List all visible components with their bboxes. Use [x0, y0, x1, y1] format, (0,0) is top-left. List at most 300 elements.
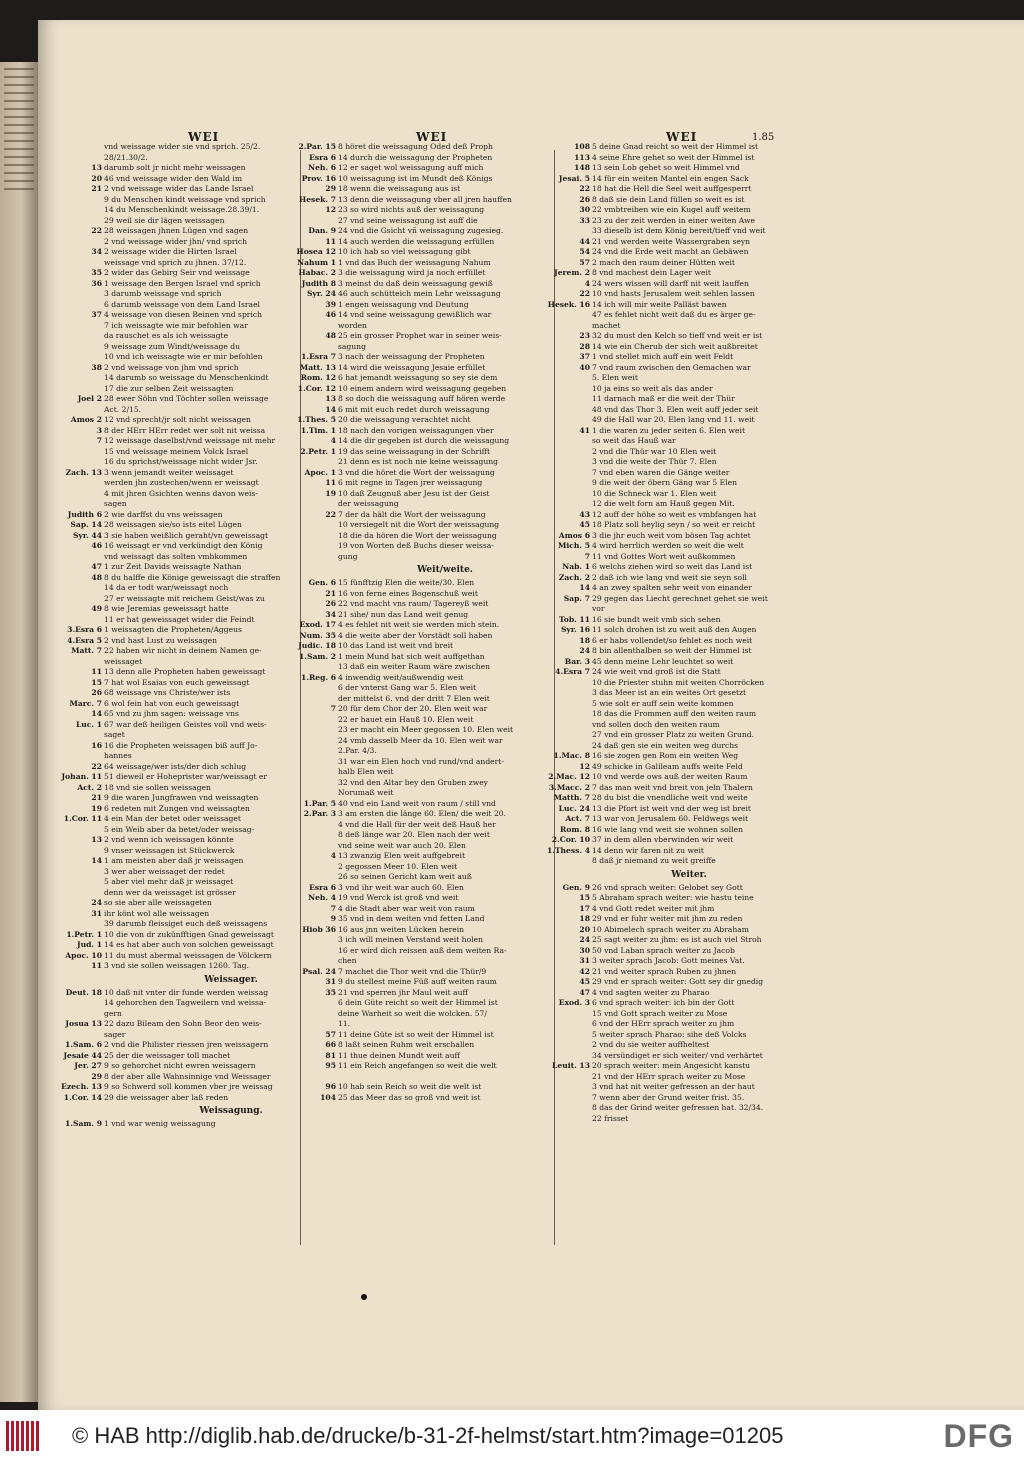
concordance-entry: [546, 321, 786, 332]
entry-text: 13 die Pfort ist weit vnd der weg ist breit: [592, 803, 751, 813]
concordance-entry: [292, 405, 552, 416]
verse-reference: 34: [91, 247, 102, 256]
verse-reference: 11: [91, 667, 102, 676]
entry-text: 18 wenn die weissagung aus ist: [338, 184, 461, 193]
entry-text: werden jhn zustechen/wenn er weissagt: [104, 478, 259, 487]
entry-text: 48 vnd das Thor 3. Elen weit auff jeder seit: [592, 404, 759, 414]
concordance-entry: [546, 373, 786, 384]
entry-text: 28 weissagen jhnen Lügen vnd sagen: [104, 226, 249, 235]
verse-reference: 14: [91, 856, 102, 865]
entry-text: 2 daß ich wie lang vnd weit sie seyn soll: [592, 572, 747, 582]
entry-text: 3 ich will meinen Verstand weit holen: [338, 935, 483, 944]
verse-reference: 4.Esra 5: [67, 635, 102, 645]
entry-text: 3 weiter sprach Jacob: Gott meines Vat.: [592, 956, 745, 965]
concordance-entry: [292, 352, 552, 363]
entry-text: 3 am ersten die länge 60. Elen/ die weit 20.: [338, 809, 507, 818]
entry-text: 45 denn meine Lehr leuchtet so weit: [592, 656, 734, 666]
entry-text: 24 vnd die Gsicht vñ weissagung zugesieg.: [338, 226, 504, 235]
entry-text: 7 wenn aber der Grund weiter frist. 35.: [592, 1092, 745, 1102]
concordance-entry: [292, 489, 552, 500]
concordance-entry: [546, 237, 786, 248]
concordance-entry: [292, 809, 552, 820]
concordance-entry: [546, 300, 786, 311]
concordance-entry: [546, 1103, 786, 1114]
verse-reference: 148: [574, 163, 590, 172]
verse-reference: 22: [325, 509, 336, 519]
concordance-entry: [292, 1082, 552, 1093]
entry-text: 28/21.30/2.: [104, 152, 148, 162]
verse-reference: Leuit. 13: [552, 1061, 590, 1070]
entry-text: 6 darumb weissage von dem Land Israel: [104, 299, 260, 309]
concordance-entry: [546, 1019, 786, 1030]
entry-text: 1 die waren zu jeder seiten 6. Elen weit: [592, 425, 746, 435]
verse-reference: 1.Mac. 8: [553, 751, 590, 760]
verse-reference: Hiob 36: [302, 924, 336, 934]
concordance-entry: [292, 531, 552, 542]
concordance-entry: [292, 610, 552, 621]
verse-reference: Nab. 1: [562, 562, 590, 571]
verse-reference: 24: [579, 935, 590, 944]
concordance-entry: [292, 652, 552, 663]
entry-text: 64 weissage/wer ists/der dich schlug: [104, 761, 247, 771]
entry-text: vnd sollen doch den weiten raum: [592, 719, 720, 729]
entry-text: 24 vnd die Erde weit macht an Gebäwen: [592, 247, 749, 256]
entry-text: 16 sie zogen gen Rom ein weiten Weg: [592, 751, 739, 760]
entry-text: 12 die welt forn am Hauß gegen Mit.: [592, 499, 735, 508]
concordance-entry: [546, 741, 786, 752]
concordance-entry: [292, 373, 552, 384]
entry-text: 3 das Meer ist an ein weites Ort gesetzt: [592, 688, 747, 697]
verse-reference: 2.Mac. 12: [548, 772, 590, 781]
concordance-entry: [292, 946, 552, 957]
verse-reference: Act. 2: [77, 782, 102, 792]
entry-text: saget: [104, 730, 125, 739]
concordance-entry: [546, 846, 786, 857]
concordance-entry: [546, 205, 786, 216]
verse-reference: 26: [579, 194, 590, 204]
verse-reference: Judith 6: [67, 509, 102, 519]
entry-text: 11 vnd Gottes Wort weit außkommen: [592, 551, 736, 561]
concordance-entry: [546, 405, 786, 416]
entry-text: sagung: [338, 341, 366, 351]
verse-reference: 22: [91, 226, 102, 235]
entry-text: 24 wers wissen will darff nit weit lauffen: [592, 278, 749, 288]
verse-reference: Ezech. 13: [61, 1082, 102, 1091]
verse-reference: 38: [91, 362, 102, 372]
concordance-entry: [546, 967, 786, 978]
verse-reference: 1.Cor. 11: [63, 814, 102, 823]
verse-reference: 14: [579, 583, 590, 592]
entry-text: 14 durch die weissagung der Propheten: [338, 152, 493, 162]
verse-reference: 1.Esra 7: [301, 352, 336, 361]
entry-text: 11 du must abermal weissagen de Völckern: [104, 950, 272, 960]
entry-text: 13 denn alle Propheten haben geweissagt: [104, 667, 266, 676]
concordance-entry: [292, 258, 552, 269]
entry-text: 2 vnd hast Lust zu weissagen: [104, 635, 218, 645]
entry-text: 2 mach den raum deiner Hütten weit: [592, 257, 735, 267]
concordance-entry: [546, 783, 786, 794]
entry-text: 5 ein Weib aber da betet/oder weissag-: [104, 824, 255, 834]
concordance-entry: [292, 174, 552, 185]
concordance-entry: [546, 657, 786, 668]
entry-text: der weissagung: [338, 499, 399, 508]
verse-reference: Amos 6: [558, 530, 590, 540]
entry-text: 25 der die weissager toll machet: [104, 1050, 231, 1060]
verse-reference: 45: [579, 977, 590, 986]
entry-text: 2 vnd du sie weiter auffheltest: [592, 1040, 710, 1049]
concordance-entry: [546, 426, 786, 437]
verse-reference: Neh. 4: [308, 893, 336, 902]
entry-text: sagen: [104, 499, 127, 508]
concordance-entry: [546, 1114, 786, 1125]
concordance-entry: [292, 247, 552, 258]
ink-dot: [361, 1294, 367, 1300]
entry-text: 10 vnd ich weissagte wie er mir befohlen: [104, 352, 263, 361]
verse-reference: 48: [325, 331, 336, 340]
entry-text: 32 vnd den Altar bey den Gruben zwey: [338, 777, 488, 787]
entry-text: 34 versündiget er sich weiter/ vnd verhärtet: [592, 1050, 763, 1060]
concordance-entry: [546, 573, 786, 584]
entry-text: vor: [592, 604, 605, 613]
entry-text: 49 schicke in Galileam auffs weite Feld: [592, 761, 743, 771]
concordance-entry: [292, 841, 552, 852]
concordance-entry: [546, 604, 786, 615]
verse-reference: 96: [325, 1082, 336, 1091]
entry-text: 1 am meisten aber daß jr weissagen: [104, 856, 244, 865]
concordance-entry: [292, 153, 552, 164]
concordance-entry: [58, 1119, 358, 1130]
entry-text: 8 daß sie dein Land füllen so weit es ist: [592, 194, 745, 204]
verse-reference: 41: [579, 425, 590, 435]
entry-text: 28 ewer Söhn vnd Töchter sollen weissage: [104, 394, 269, 403]
concordance-column-2: [292, 142, 552, 1103]
verse-reference: 104: [320, 1092, 336, 1102]
concordance-entry: [546, 904, 786, 915]
verse-reference: Hesek. 7: [299, 194, 336, 204]
concordance-entry: [292, 384, 552, 395]
entry-text: 26 vnd sprach weiter: Gelobet sey Gott: [592, 882, 743, 892]
concordance-entry: [546, 625, 786, 636]
verse-reference: 15: [91, 677, 102, 687]
verse-reference: Judic. 18: [298, 641, 336, 650]
concordance-entry: [292, 342, 552, 353]
concordance-entry: [292, 457, 552, 468]
verse-reference: Prov. 16: [301, 173, 336, 183]
entry-text: 2 vnd die Philister riessen jren weissagern: [104, 1040, 269, 1049]
entry-text: 3 wenn jemandt weiter weissaget: [104, 467, 234, 477]
concordance-entry: [546, 615, 786, 626]
concordance-entry: [292, 851, 552, 862]
concordance-entry: [292, 478, 552, 489]
verse-reference: Jerem. 2: [554, 268, 590, 277]
entry-text: 5 weiter sprach Pharao: sihe deß Volcks: [592, 1029, 747, 1039]
entry-text: 21 denn es ist noch nie keine weissagung: [338, 457, 499, 466]
verse-reference: 33: [579, 215, 590, 225]
entry-text: 10 die Priester stuhn mit weiten Chorröcken: [592, 677, 765, 687]
verse-reference: 113: [574, 152, 590, 162]
verse-reference: 12: [325, 205, 336, 214]
concordance-entry: [546, 804, 786, 815]
entry-text: 14 da er todt war/weissagt noch: [104, 583, 229, 592]
entry-text: 16 er wird dich reissen auß dem weiten Ra-: [338, 945, 507, 955]
entry-text: 11 er hat geweissaget wider die Feindt: [104, 614, 255, 624]
entry-text: 9 die waren Jungfrawen vnd weissagten: [104, 793, 259, 802]
entry-text: 21 sihe/ nun das Land weit genug: [338, 609, 469, 619]
concordance-entry: [292, 589, 552, 600]
entry-text: 1 vnd das Buch der weissagung Nahum: [338, 257, 491, 267]
verse-reference: 9: [330, 914, 336, 923]
verse-reference: 13: [91, 835, 102, 844]
entry-text: 13 denn die weissagung vber all jren hauffen: [338, 194, 512, 204]
entry-text: 19 von Worten deß Buchs dieser weissa-: [338, 541, 494, 550]
verse-reference: 95: [325, 1061, 336, 1070]
verse-reference: 4: [584, 278, 590, 288]
verse-reference: 2.Par. 15: [298, 142, 336, 151]
verse-reference: 57: [325, 1029, 336, 1039]
previous-page-edge: [0, 62, 38, 1402]
verse-reference: 46: [325, 310, 336, 319]
verse-reference: 2.Petr. 1: [300, 446, 336, 456]
verse-reference: 11: [91, 961, 102, 970]
concordance-entry: [292, 184, 552, 195]
entry-text: 37 in dem allen vberwinden wir weit: [592, 835, 734, 844]
concordance-entry: [292, 956, 552, 967]
entry-text: 12 vnd sprecht/jr solt nicht weissagen: [104, 415, 251, 424]
verse-reference: 1.Cor. 12: [297, 383, 336, 393]
verse-reference: 20: [579, 924, 590, 934]
concordance-entry: [546, 835, 786, 846]
concordance-entry: [546, 977, 786, 988]
entry-text: 26 so seinen Gericht kam weit auß: [338, 872, 472, 881]
verse-reference: 30: [579, 945, 590, 955]
entry-text: 6 redeten mit Zungen vnd weissagten: [104, 803, 250, 813]
entry-text: 7 ich weissagte wie mir befohlen war: [104, 320, 248, 330]
entry-text: vnd weissage wider sie vnd sprich. 25/2.: [104, 142, 261, 151]
entry-text: 20 für dem Chor der 20. Elen weit war: [338, 704, 488, 713]
verse-reference: Matt. 13: [299, 362, 336, 372]
section-heading: Weit/weite.: [417, 565, 473, 575]
verse-reference: 20: [91, 173, 102, 183]
entry-text: 13 daß ein weiter Raum wäre zwischen: [338, 662, 491, 671]
entry-text: 6 vnd sprach weiter: ich bin der Gott: [592, 998, 735, 1007]
entry-text: 25 das Meer das so groß vnd weit ist: [338, 1092, 481, 1102]
entry-text: 18 Platz soll heylig seyn / so weit er reicht: [592, 520, 756, 529]
entry-text: 4 vnd die Hall für der weit deß Hauß her: [338, 819, 496, 829]
entry-text: 51 dieweil er Hoheprister war/weissagt er: [104, 772, 268, 781]
verse-reference: Habac. 2: [298, 268, 336, 277]
concordance-entry: [546, 541, 786, 552]
entry-text: 4 seine Ehre gehet so weit der Himmel ist: [592, 152, 755, 162]
entry-text: so sie aber alle weissageten: [104, 898, 212, 907]
verse-reference: 11: [325, 236, 336, 246]
verse-reference: 24: [579, 646, 590, 655]
concordance-entry: [546, 384, 786, 395]
concordance-entry: [292, 510, 552, 521]
concordance-entry: [546, 762, 786, 773]
entry-text: denn wer da weissaget ist grösser: [104, 887, 236, 897]
verse-reference: 7: [330, 903, 336, 913]
verse-reference: 17: [579, 903, 590, 913]
entry-text: 10 ja eins so weit als das ander: [592, 383, 713, 393]
concordance-entry: [546, 279, 786, 290]
running-header-left: WEI: [188, 130, 220, 144]
verse-reference: Num. 35: [299, 630, 336, 640]
verse-reference: Esra 6: [309, 152, 336, 162]
verse-reference: 35: [325, 987, 336, 997]
entry-text: 8 bin allenthalben so weit der Himmel ist: [592, 646, 752, 655]
entry-text: 10 vnd werde ows auß der weiten Raum: [592, 772, 748, 781]
verse-reference: 43: [579, 509, 590, 519]
entry-text: 3 vnd sie sollen weissagen 1260. Tag.: [104, 961, 249, 970]
entry-text: 14 auch werden die weissagung erfüllen: [338, 236, 495, 246]
verse-reference: 21: [91, 184, 102, 193]
concordance-entry: [292, 331, 552, 342]
entry-text: 14 darumb so weissage du Menschenkindt: [104, 373, 269, 382]
verse-reference: 34: [325, 609, 336, 619]
entry-text: 17 die zur selben Zeit weissagten: [104, 383, 234, 393]
verse-reference: Marc. 7: [69, 698, 102, 708]
concordance-entry: [546, 935, 786, 946]
verse-reference: Matth. 7: [553, 793, 590, 802]
verse-reference: Psal. 24: [302, 966, 336, 976]
concordance-entry: [292, 746, 552, 757]
entry-text: halb Elen weit: [338, 767, 394, 776]
verse-reference: Jer. 27: [74, 1061, 102, 1070]
concordance-entry: [546, 1040, 786, 1051]
concordance-entry: [546, 331, 786, 342]
entry-text: 9 so gehorchet nicht ewren weissagern: [104, 1061, 256, 1070]
entry-text: 16 wie lang vnd weit sie wohnen sollen: [592, 824, 743, 834]
entry-text: 6 hat jemandt weissagung so sey sie dem: [338, 373, 498, 382]
concordance-entry: [292, 862, 552, 873]
entry-text: 1 vnd stellet mich auff ein weit Feldt: [592, 352, 734, 361]
entry-text: machet: [592, 320, 621, 330]
verse-reference: 1.Sam. 9: [65, 1119, 102, 1128]
entry-text: darumb solt jr nicht mehr weissagen: [104, 163, 246, 172]
concordance-entry: [292, 1019, 552, 1030]
concordance-entry: [292, 321, 552, 332]
section-heading: Weissagung.: [199, 1106, 263, 1116]
verse-reference: 28: [579, 341, 590, 351]
verse-reference: 1.Reg. 6: [301, 672, 336, 682]
verse-reference: Bar. 3: [564, 656, 590, 666]
entry-text: 7 hat wol Esaias von euch geweissagt: [104, 677, 250, 687]
entry-text: 22 vnd macht vns raum/ Tagereyß weit: [338, 599, 489, 608]
entry-text: weissaget: [104, 656, 143, 666]
verse-reference: Exod. 17: [299, 620, 336, 629]
entry-text: 6 wol fein hat von euch geweissagt: [104, 698, 240, 708]
entry-text: gung: [338, 551, 358, 561]
concordance-entry: [292, 904, 552, 915]
entry-text: Act. 2/15.: [104, 404, 142, 414]
verse-reference: Mich. 5: [557, 541, 590, 550]
entry-text: 18 hat die Hell die Seel weit auffgesperrt: [592, 184, 752, 193]
concordance-entry: [292, 237, 552, 248]
verse-reference: 29: [91, 1071, 102, 1081]
verse-reference: 1.Cor. 14: [63, 1092, 102, 1102]
verse-reference: 14: [325, 404, 336, 414]
verse-reference: 1.Tim. 1: [300, 425, 336, 435]
entry-text: 13 sein Lob gehet so weit Himmel vnd: [592, 163, 740, 172]
concordance-entry: [292, 163, 552, 174]
verse-reference: 13: [325, 394, 336, 403]
entry-text: hannes: [104, 751, 132, 760]
verse-reference: Hosea 12: [296, 247, 336, 256]
verse-reference: 2.Par. 3: [303, 809, 336, 818]
verse-reference: 3.Esra 6: [67, 625, 102, 634]
concordance-entry: [292, 468, 552, 479]
concordance-entry: [292, 268, 552, 279]
concordance-entry: [292, 662, 552, 673]
verse-reference: Dan. 9: [308, 226, 336, 235]
concordance-entry: [546, 510, 786, 521]
source-url[interactable]: © HAB http://diglib.hab.de/drucke/b-31-2f-helmst/start.htm?image=01205: [72, 1422, 784, 1448]
verse-reference: 22: [579, 289, 590, 298]
entry-text: 31 war ein Elen hoch vnd rund/vnd andert-: [338, 756, 504, 766]
entry-text: 6 mit mit euch redet durch weissagung: [338, 404, 490, 414]
entry-text: 4 an zwey spalten sehr weit von einander: [592, 583, 752, 592]
concordance-entry: [546, 436, 786, 447]
concordance-entry: [546, 793, 786, 804]
verse-reference: Syr. 24: [306, 289, 336, 298]
page-number: 1.85: [752, 132, 775, 143]
concordance-entry: [546, 925, 786, 936]
entry-text: 2 wider das Gebirg Seir vnd weissage: [104, 268, 250, 277]
concordance-entry: [546, 226, 786, 237]
entry-text: 28 weissagen sie/so ists eitel Lügen: [104, 520, 242, 529]
entry-text: 46 vnd weissage wider den Wald im: [104, 173, 243, 183]
verse-reference: 31: [91, 908, 102, 918]
entry-text: 14 es hat aber auch von solchen geweissagt: [104, 940, 274, 949]
entry-text: 21 vnd weiter sprach Ruben zu jhnen: [592, 966, 737, 976]
entry-text: da rauschet es als ich weissagte: [104, 331, 229, 340]
verse-reference: 15: [579, 893, 590, 902]
verse-reference: Amos 2: [70, 415, 102, 424]
concordance-entry: [546, 457, 786, 468]
concordance-entry: [546, 883, 786, 894]
concordance-entry: [292, 1072, 552, 1083]
verse-reference: 4: [330, 851, 336, 860]
entry-text: 27 er weissagte mit reichem Geist/was zu: [104, 593, 265, 603]
verse-reference: 49: [91, 604, 102, 613]
entry-text: 8 so doch die weissagung auff hören werde: [338, 394, 506, 403]
concordance-entry: [546, 499, 786, 510]
entry-text: 11 ein Reich angefangen so weit die welt: [338, 1061, 497, 1070]
concordance-entry: [292, 725, 552, 736]
entry-text: 4 die Stadt aber war weit von raum: [338, 903, 475, 913]
entry-text: 2 weissage wider die Hirten Israel: [104, 247, 237, 256]
entry-text: 29 gegen das Liecht gerechnet gehet sie weit: [592, 593, 768, 603]
verse-reference: 46: [91, 541, 102, 550]
concordance-entry: [292, 694, 552, 705]
entry-text: 21 vnd sperren jhr Maul weit auff: [338, 987, 468, 997]
entry-text: 5 aber viel mehr daß jr weissaget: [104, 877, 234, 886]
concordance-entry: [546, 667, 786, 678]
verse-reference: 45: [579, 520, 590, 529]
entry-text: 8 höret die weissagung Oded deß Proph: [338, 142, 493, 151]
concordance-entry: [292, 394, 552, 405]
entry-text: 10 einem andern wird weissagung gegeben: [338, 383, 507, 393]
entry-text: 3 sie haben weißlich geraht/vn geweissagt: [104, 530, 269, 540]
concordance-entry: [292, 415, 552, 426]
entry-text: 2 gegossen Meer 10. Elen weit: [338, 861, 458, 871]
entry-text: deine Warheit so weit die wolcken. 57/: [338, 1008, 487, 1018]
entry-text: 8 das der Grind weiter gefressen hat. 32/34.: [592, 1103, 764, 1112]
entry-text: 4 wird herrlich werden so weit die welt: [592, 541, 744, 550]
entry-text: gern: [104, 1008, 122, 1018]
verse-reference: 13: [91, 163, 102, 172]
concordance-entry: [292, 1009, 552, 1020]
